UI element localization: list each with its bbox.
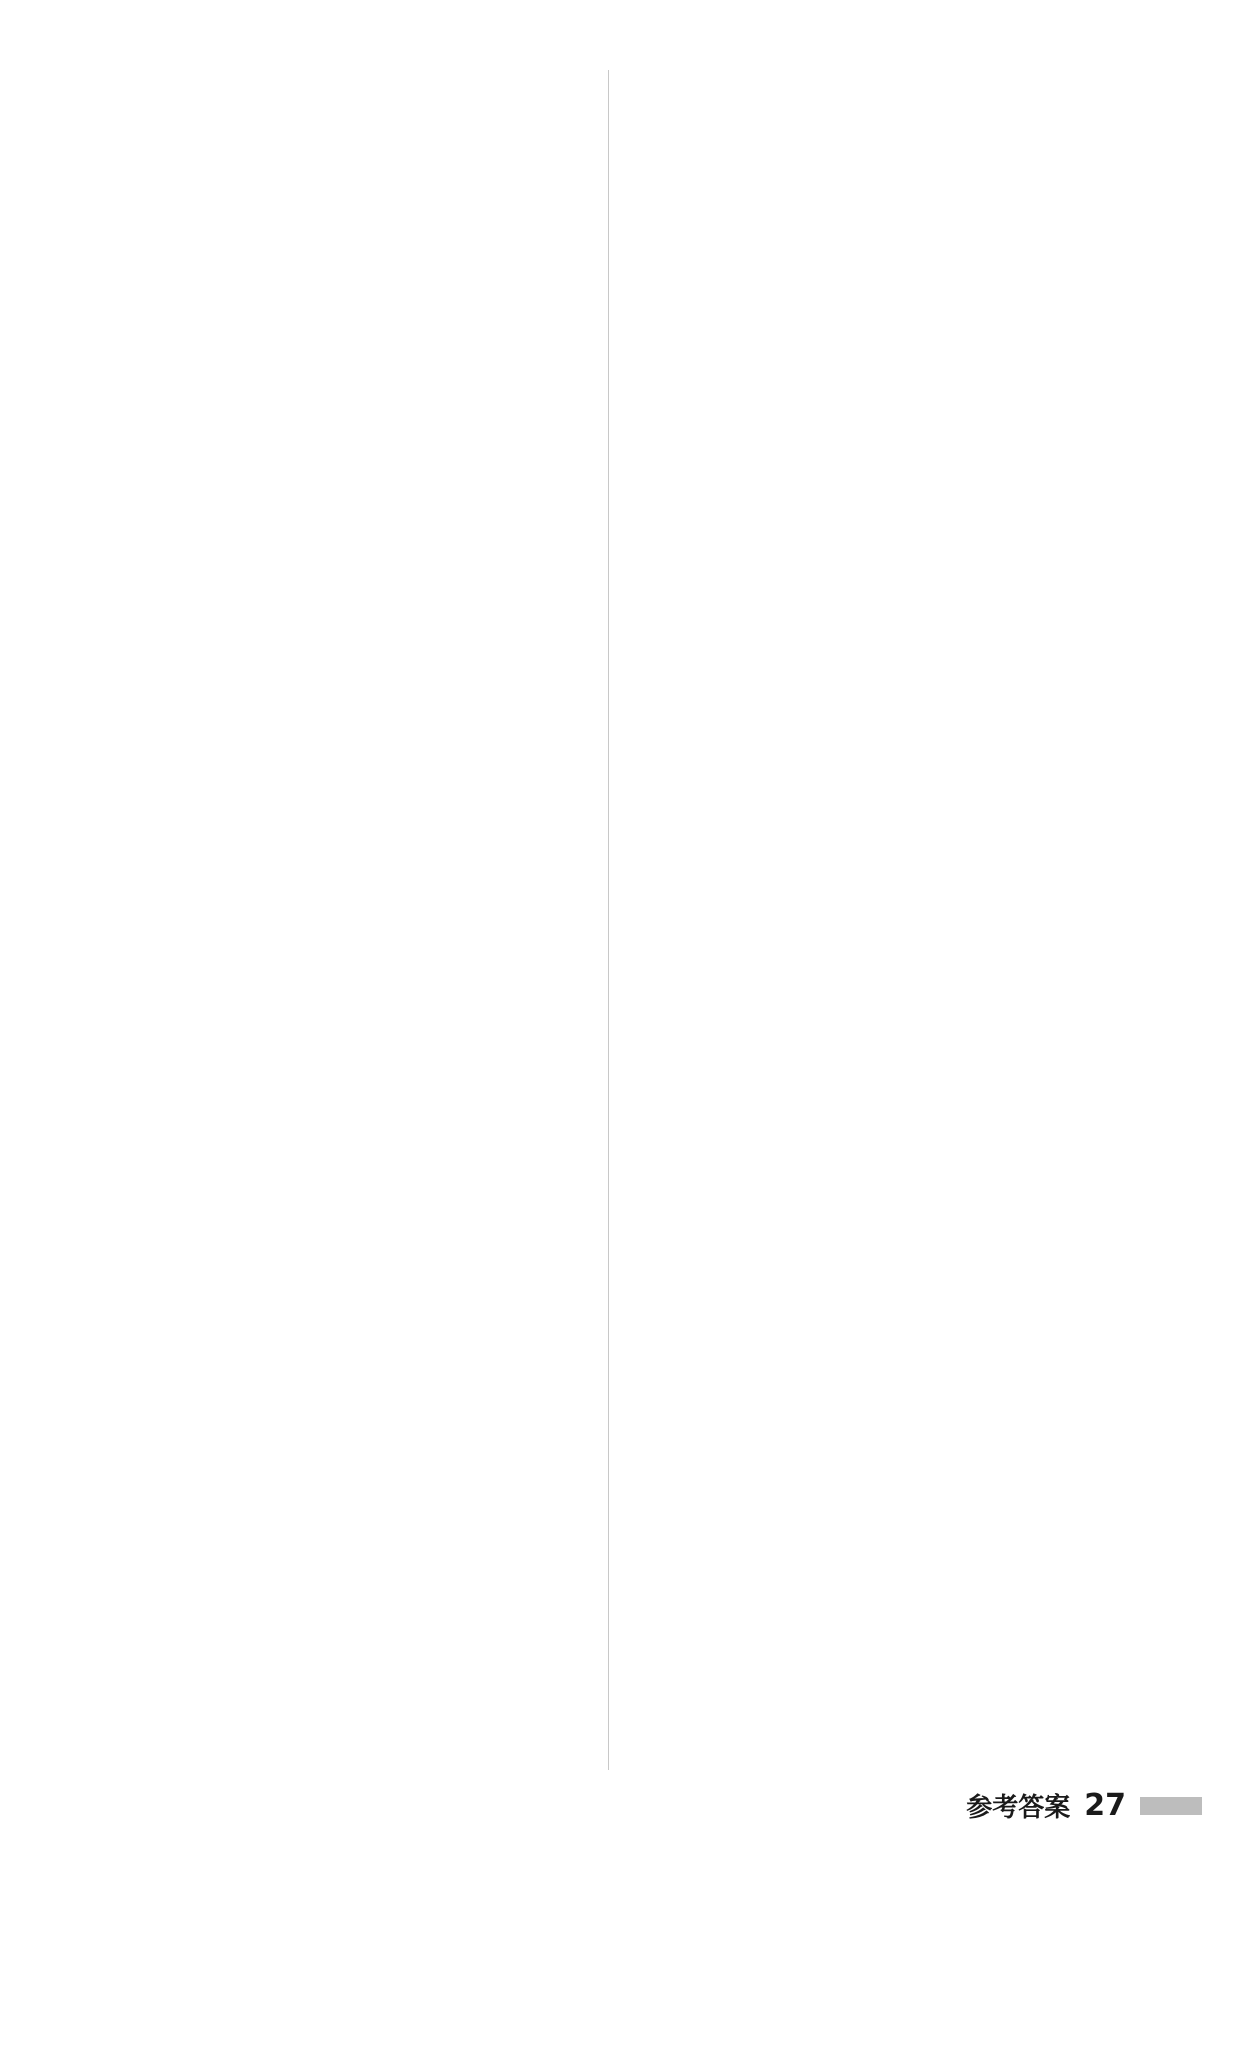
answer-block [48,2020,580,2060]
answer-line [48,1704,580,1744]
answer-line [48,564,580,604]
answer-line [48,1308,580,1348]
answer-line [48,1750,580,1790]
answer-block [636,1628,1168,1668]
answer-block [48,1216,580,1348]
answer-line [48,1388,580,1428]
answer-line [48,1104,580,1144]
answer-line [636,1308,1168,1348]
answer-line [636,116,1168,156]
answer-line [636,300,1168,340]
answer-line [48,1012,580,1052]
answer-line [636,518,1168,558]
answer-line [636,1588,1168,1628]
answer-line [48,788,580,828]
answer-line [636,1468,1168,1508]
answer-line [636,1222,1168,1262]
answer-block [636,690,1168,776]
answer-block [636,1222,1168,1262]
answer-block [636,1262,1168,1348]
answer-line [636,1388,1168,1428]
answer-line [636,736,1168,776]
answer-line [48,208,580,248]
answer-block [636,1428,1168,1468]
answer-line [636,432,1168,472]
answer-block [636,1708,1168,1748]
answer-block [48,966,580,1190]
answer-block [48,1388,580,1612]
answer-line [636,1052,1168,1092]
answer-line [636,162,1168,202]
answer-line [48,2020,580,2060]
left-blocks-top [48,70,580,1190]
right-column [636,70,1168,2060]
right-blocks-top [636,70,1168,1138]
answer-block [636,1548,1168,1588]
right-blocks-bottom [636,1182,1168,1748]
answer-line [48,610,580,650]
answer-line [636,254,1168,294]
answer-block [636,1668,1168,1708]
answer-line [636,1006,1168,1046]
answer-line [636,1182,1168,1222]
answer-line [48,1526,580,1566]
answer-line [48,1150,580,1190]
answer-block [636,70,1168,386]
answer-line [48,1572,580,1612]
answer-line [636,386,1168,426]
answer-line [636,208,1168,248]
answer-block [636,776,1168,1138]
answer-line [48,1348,580,1388]
answer-line [636,346,1168,386]
answer-line [48,116,580,156]
answer-line [48,748,580,788]
answer-block [48,1612,580,2020]
answer-block [636,386,1168,518]
answer-line [636,822,1168,862]
answer-line [48,880,580,920]
answer-block [636,1508,1168,1548]
answer-block [636,1182,1168,1222]
answer-line [636,1262,1168,1302]
answer-block [636,1468,1168,1508]
answer-line [636,1508,1168,1548]
answer-line [48,1216,580,1256]
answer-line [636,960,1168,1000]
answer-line [636,1708,1168,1748]
answer-line [48,1058,580,1098]
answer-line [636,690,1168,730]
answer-line [48,1796,580,1836]
answer-line [48,926,580,966]
answer-line [48,1842,580,1882]
answer-line [636,1098,1168,1138]
answer-line [48,70,580,110]
answer-line [48,1888,580,1928]
answer-line [48,524,580,564]
answer-line [636,558,1168,598]
answer-line [636,868,1168,908]
answer-block [48,70,580,294]
answer-line [48,702,580,742]
footer-label: 参考答案 [966,1793,1071,1823]
page-number: 27 [1084,1788,1126,1823]
answer-line [48,254,580,294]
answer-line [48,834,580,874]
answer-line [48,162,580,202]
answer-line [48,1980,580,2020]
answer-line [48,340,580,380]
left-blocks-bottom [48,1216,580,2060]
answer-line [636,1668,1168,1708]
footer-decoration-bar [1140,1797,1202,1815]
answer-line [48,294,580,334]
answer-line [636,70,1168,110]
answer-line [636,604,1168,644]
answer-line [48,1434,580,1474]
answer-line [636,650,1168,690]
left-column [48,70,580,2060]
answer-block [48,788,580,966]
answer-line [48,1262,580,1302]
answer-line [636,1348,1168,1388]
page-footer [966,1787,1202,1824]
answer-block [48,1348,580,1388]
answer-line [48,1934,580,1974]
answer-block [636,1588,1168,1628]
answer-block [636,1348,1168,1388]
answer-line [48,478,580,518]
answer-line [48,966,580,1006]
answer-line [48,1658,580,1698]
answer-line [48,432,580,472]
answer-line [48,1612,580,1652]
answer-block [636,518,1168,558]
answer-line [636,1548,1168,1588]
answer-block [636,1388,1168,1428]
answer-line [636,914,1168,954]
answer-block [48,564,580,788]
answer-line [636,1428,1168,1468]
answer-block [636,558,1168,690]
answer-page [48,70,1168,1770]
answer-line [636,478,1168,518]
answer-line [48,656,580,696]
answer-line [48,386,580,426]
answer-line [48,1480,580,1520]
answer-line [636,776,1168,816]
answer-line [636,1628,1168,1668]
answer-block [48,294,580,564]
